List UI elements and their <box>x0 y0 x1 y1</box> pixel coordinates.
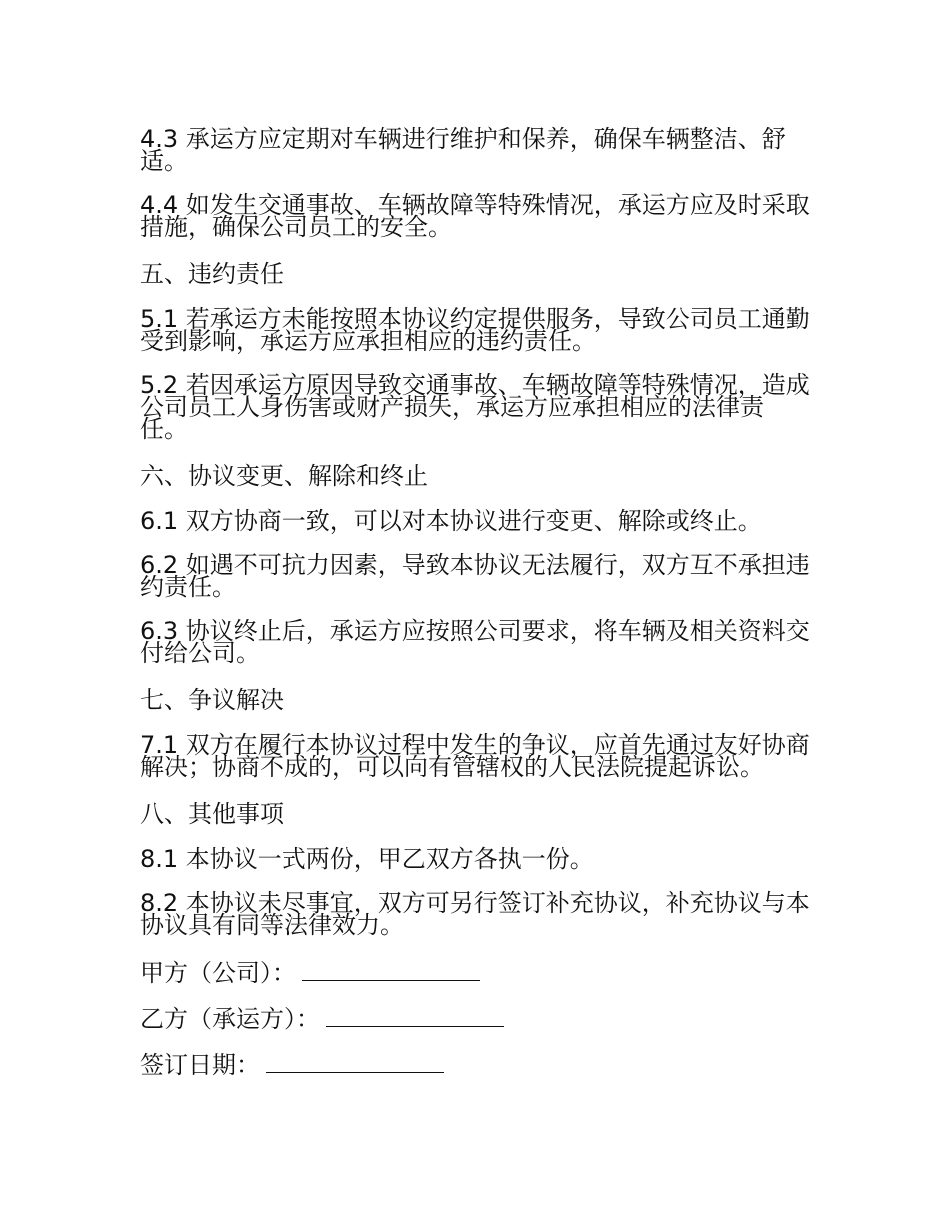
clause-5-2: 5.2 若因承运方原因导致交通事故、车辆故障等特殊情况，造成公司员工人身伤害或财产损失，承运方应承担相应的法律责任。 <box>140 371 810 443</box>
section-heading-6: 六、协议变更、解除和终止 <box>140 462 428 490</box>
clause-8-2: 8.2 本协议未尽事宜，双方可另行签订补充协议，补充协议与本协议具有同等法律效力。 <box>140 889 810 939</box>
party-a-label: 甲方（公司）： <box>140 959 296 987</box>
clause-4-3: 4.3 承运方应定期对车辆进行维护和保养，确保车辆整洁、舒适。 <box>140 125 786 175</box>
clause-7-1: 7.1 双方在履行本协议过程中发生的争议，应首先通过友好协商解决；协商不成的，可以向有管辖权的人民法院提起诉讼。 <box>140 731 810 781</box>
clause-6-3: 6.3 协议终止后，承运方应按照公司要求，将车辆及相关资料交付给公司。 <box>140 617 810 667</box>
document-page <box>140 125 810 1096</box>
sign-date-label: 签订日期： <box>140 1051 260 1079</box>
clause-6-2: 6.2 如遇不可抗力因素，导致本协议无法履行，双方互不承担违约责任。 <box>140 551 810 601</box>
sign-date-row <box>140 1050 810 1079</box>
party-a-signature-blank[interactable] <box>302 958 480 981</box>
clause-6-1: 6.1 双方协商一致，可以对本协议进行变更、解除或终止。 <box>140 507 762 535</box>
party-a-signature-row <box>140 958 810 987</box>
clause-4-4: 4.4 如发生交通事故、车辆故障等特殊情况，承运方应及时采取措施，确保公司员工的安全。 <box>140 191 810 241</box>
party-b-signature-blank[interactable] <box>326 1004 504 1027</box>
section-heading-7: 七、争议解决 <box>140 686 284 714</box>
section-heading-8: 八、其他事项 <box>140 800 284 828</box>
clause-8-1: 8.1 本协议一式两份，甲乙双方各执一份。 <box>140 845 594 873</box>
party-b-label: 乙方（承运方）： <box>140 1005 320 1033</box>
sign-date-blank[interactable] <box>266 1050 444 1073</box>
party-b-signature-row <box>140 1004 810 1033</box>
section-heading-5: 五、违约责任 <box>140 260 284 288</box>
clause-5-1: 5.1 若承运方未能按照本协议约定提供服务，导致公司员工通勤受到影响，承运方应承担相应的违约责任。 <box>140 305 810 355</box>
